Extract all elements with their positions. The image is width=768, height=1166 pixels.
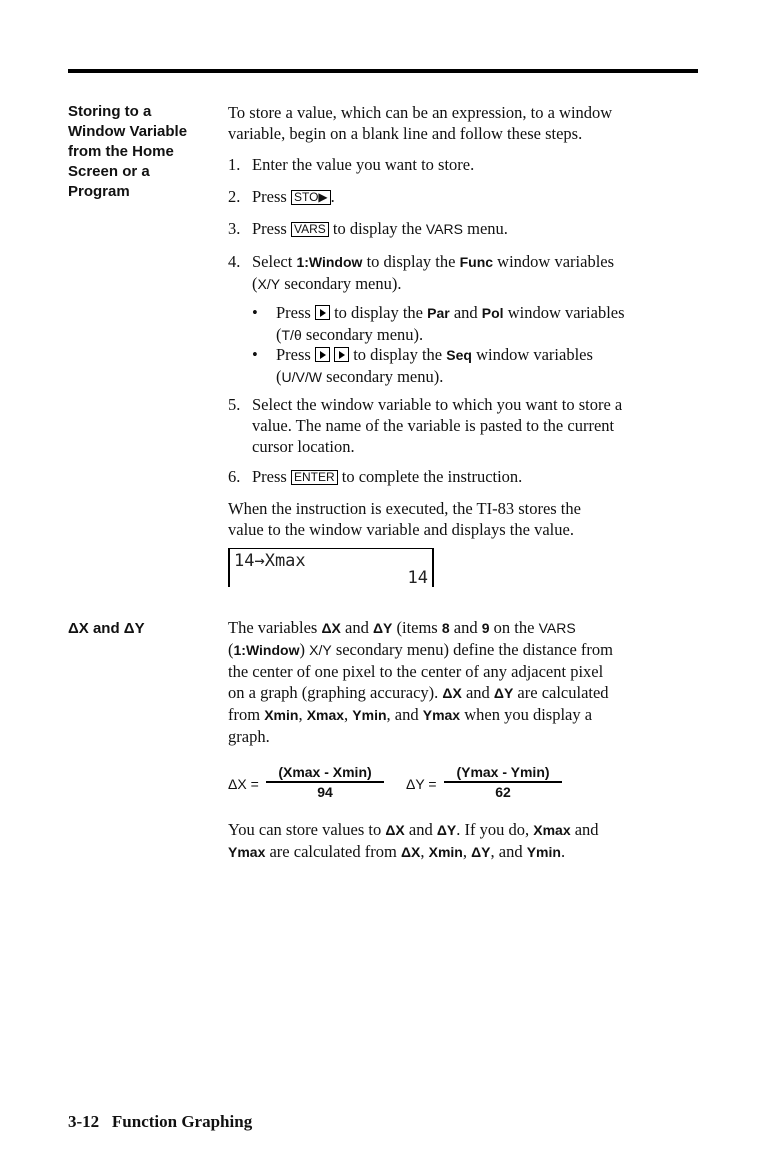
delta-paragraph: The variables ΔX and ΔY (items 8 and 9 on the VARS (1:Window) X/Y secondary menu) define the distance from the center of one pixel to the center of any adjacent pixel on a graph (graphing accuracy). ΔX and ΔY are calculated from Xmin, Xmax, Ymin, and Ymax when you display a graph. [228, 618, 613, 746]
section-heading-storing: Storing to a Window Variable from the Home Screen or a Program [68, 103, 188, 200]
page-footer: 3-12 Function Graphing [68, 1112, 253, 1131]
top-rule [68, 69, 698, 73]
screen-line-1: 14→Xmax [234, 551, 306, 571]
fraction-bar [266, 781, 384, 783]
enter-key: ENTER [291, 470, 338, 485]
section-heading-delta: ΔX and ΔY [68, 620, 145, 637]
store-delta-paragraph: You can store values to ΔX and ΔY. If you do, Xmax and Ymax are calculated from ΔX, Xmin, ΔY, and Ymin. [228, 820, 599, 861]
vars-key: VARS [291, 222, 329, 237]
outro-paragraph: When the instruction is executed, the TI-83 stores the value to the window variable and displays the value. [228, 499, 581, 539]
delta-x-fraction: (Xmax - Xmin) 94 [266, 764, 384, 800]
delta-y-fraction: (Ymax - Ymin) 62 [444, 764, 562, 800]
calculator-screen [228, 548, 434, 587]
fraction-bar [444, 781, 562, 783]
sto-key: STO▶ [291, 190, 331, 205]
right-arrow-key-icon [315, 305, 330, 320]
right-arrow-key-icon [315, 347, 330, 362]
screen-line-2: 14 [407, 568, 428, 588]
intro-paragraph: To store a value, which can be an expression, to a window variable, begin on a blank line and follow these steps. [228, 103, 613, 143]
delta-x-label: ΔX = [228, 776, 259, 792]
right-arrow-key-icon [334, 347, 349, 362]
delta-y-label: ΔY = [406, 776, 437, 792]
